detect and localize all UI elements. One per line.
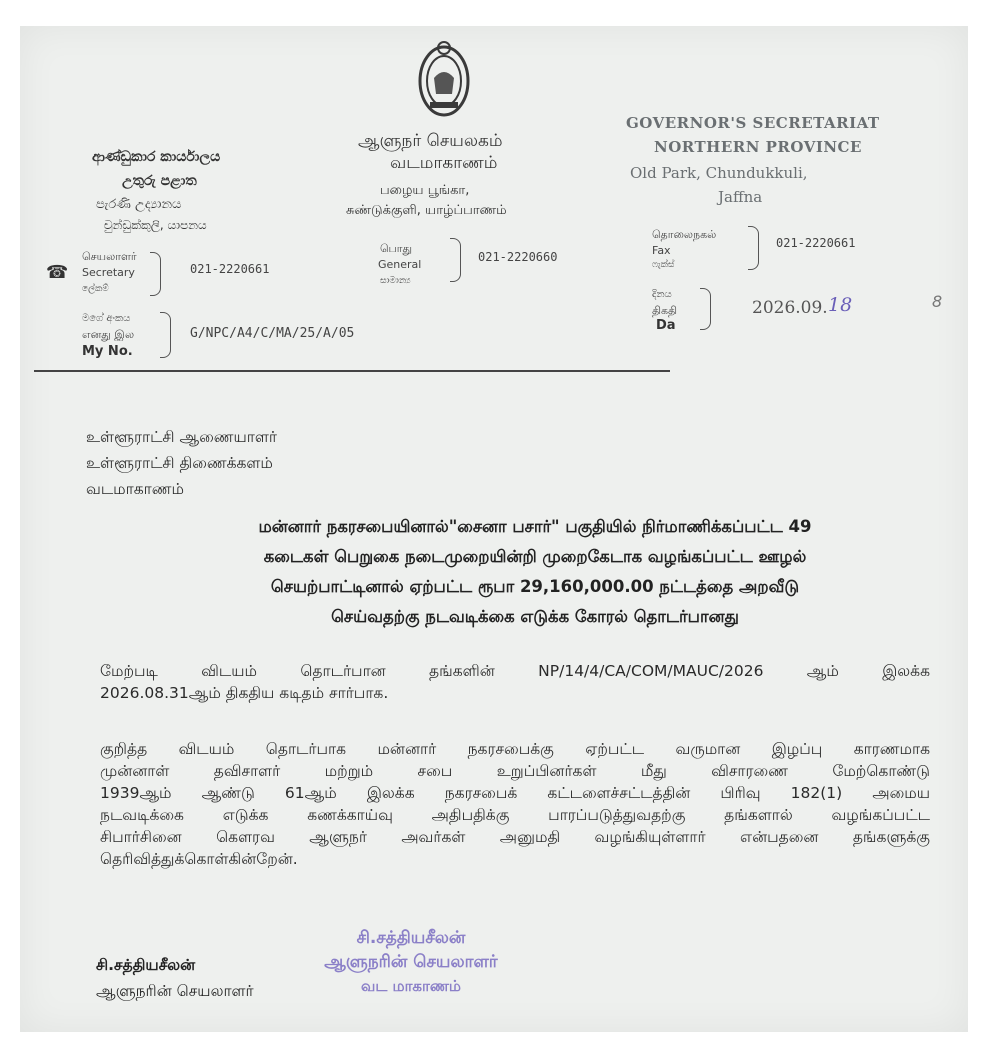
margin-mark: 8	[932, 292, 943, 311]
fax-brace	[748, 226, 759, 270]
sinhala-address-1: පැරණි උද්‍යානය	[96, 197, 182, 212]
paragraph-line: சிபார்சினை கௌரவ ஆளுநர் அவர்கள் அனுமதி வழங்கியுள்ளார் என்பதனை தங்களுக்கு	[100, 828, 930, 846]
fax-label-en: Fax	[652, 244, 671, 257]
recipient-line: உள்ளூராட்சி திணைக்களம்	[86, 454, 273, 472]
general-phone: 021-2220660	[478, 250, 558, 264]
stamp-province: வட மாகாணம்	[360, 977, 461, 995]
english-address-1: Old Park, Chundukkuli,	[630, 164, 808, 182]
secretary-label-en: Secretary	[82, 266, 135, 279]
my-no-label-en: My No.	[82, 344, 133, 359]
my-no-brace	[160, 312, 171, 358]
signatory-name: சி.சத்தியசீலன்	[96, 956, 196, 974]
english-address-2: Jaffna	[718, 188, 763, 206]
paragraph-line: தெரிவித்துக்கொள்கின்றேன்.	[100, 850, 298, 868]
stamp-name: சி.சத்தியசீலன்	[356, 928, 466, 948]
signatory-title: ஆளுநரின் செயலாளர்	[96, 982, 254, 1000]
subject-line: செய்வதற்கு நடவடிக்கை எடுக்க கோரல் தொடர்பானது	[331, 607, 739, 626]
main-paragraph	[100, 738, 930, 870]
date-brace	[700, 288, 711, 330]
my-no-label-ta: எனது இல	[82, 328, 135, 341]
reference-number: G/NPC/A4/C/MA/25/A/05	[190, 326, 355, 341]
general-label-ta: பொது	[380, 242, 413, 255]
official-stamp	[296, 926, 526, 998]
general-label-si: සාමාන්‍ය	[380, 276, 411, 286]
english-province: NORTHERN PROVINCE	[654, 138, 862, 156]
subject-block	[150, 512, 920, 632]
date-value: 2026.09.	[752, 298, 828, 318]
paragraph-line: 1939ஆம் ஆண்டு 61ஆம் இலக்க நகரசபைக் கட்டளைச்சட்டத்தின் பிரிவு 182(1) அமைய	[100, 784, 930, 802]
sinhala-address-2: චුන්ඩුක්කුලි, යාපනය	[104, 218, 207, 232]
tamil-province: வடமாகாணம்	[390, 153, 498, 173]
tamil-address-1: பழைய பூங்கா,	[380, 183, 470, 198]
paragraph-line: குறித்த விடயம் தொடர்பாக மன்னார் நகரசபைக்கு ஏற்பட்ட வருமான இழப்பு காரணமாக	[100, 740, 930, 758]
secretary-label-ta: செயலாளர்	[82, 250, 137, 263]
english-office-name: GOVERNOR'S SECRETARIAT	[626, 114, 880, 132]
header-divider	[34, 370, 670, 372]
subject-line: கடைகள் பெறுகை நடைமுறையின்றி முறைகேடாக வழங்கப்பட்ட ஊழல்	[263, 547, 807, 566]
tamil-address-2: சுண்டுக்குளி, யாழ்ப்பாணம்	[346, 203, 507, 218]
date-label-en: Da	[656, 318, 676, 333]
subject-line: மன்னார் நகரசபையினால்"சைனா பசார்" பகுதியில் நிர்மாணிக்கப்பட்ட 49	[258, 517, 812, 536]
date-label-ta: திகதி	[652, 304, 678, 317]
secretary-label-si: ලේකම්	[82, 284, 109, 294]
date-handwritten-day: 18	[828, 294, 853, 316]
tamil-office-name: ஆளுநர் செயலகம்	[358, 131, 503, 151]
recipient-block	[86, 424, 277, 502]
paragraph-line: நடவடிக்கை எடுக்க கணக்காய்வு அதிபதிக்கு பாரப்படுத்துவதற்கு தங்களால் வழங்கப்பட்ட	[100, 806, 930, 824]
fax-number: 021-2220661	[776, 236, 856, 250]
subject-line: செயற்பாட்டினால் ஏற்பட்ட ரூபா 29,160,000.00 நட்டத்தை அறவீடு	[270, 577, 800, 596]
my-no-label-si: මගේ අංකය	[82, 313, 131, 324]
secretary-phone: 021-2220661	[190, 262, 270, 276]
secretary-brace	[150, 252, 161, 296]
stamp-title: ஆளுநரின் செயலாளர்	[324, 952, 498, 972]
fax-label-si: ෆැක්ස්	[652, 260, 675, 270]
reference-paragraph	[100, 660, 930, 704]
fax-label-ta: தொலைநகல்	[652, 228, 717, 241]
sinhala-province: උතුරු පළාත	[122, 173, 197, 189]
recipient-line: உள்ளூராட்சி ஆணையாளர்	[86, 428, 277, 446]
general-label-en: General	[378, 258, 422, 271]
paragraph-line: மேற்படி விடயம் தொடர்பான தங்களின் NP/14/4/CA/COM/MAUC/2026 ஆம் இலக்க	[100, 662, 930, 680]
paragraph-line: முன்னாள் தவிசாளர் மற்றும் சபை உறுப்பினர்கள் மீது விசாரணை மேற்கொண்டு	[100, 762, 930, 780]
paragraph-line: 2026.08.31ஆம் திகதிய கடிதம் சார்பாக.	[100, 684, 389, 702]
date-label-si: දිනය	[652, 289, 672, 300]
emblem-seal	[414, 36, 474, 120]
telephone-icon: ☎	[46, 262, 69, 283]
general-brace	[450, 238, 461, 282]
sinhala-office-name: ආණ්ඩුකාර කාර්යාලය	[92, 149, 221, 165]
recipient-line: வடமாகாணம்	[86, 480, 184, 498]
